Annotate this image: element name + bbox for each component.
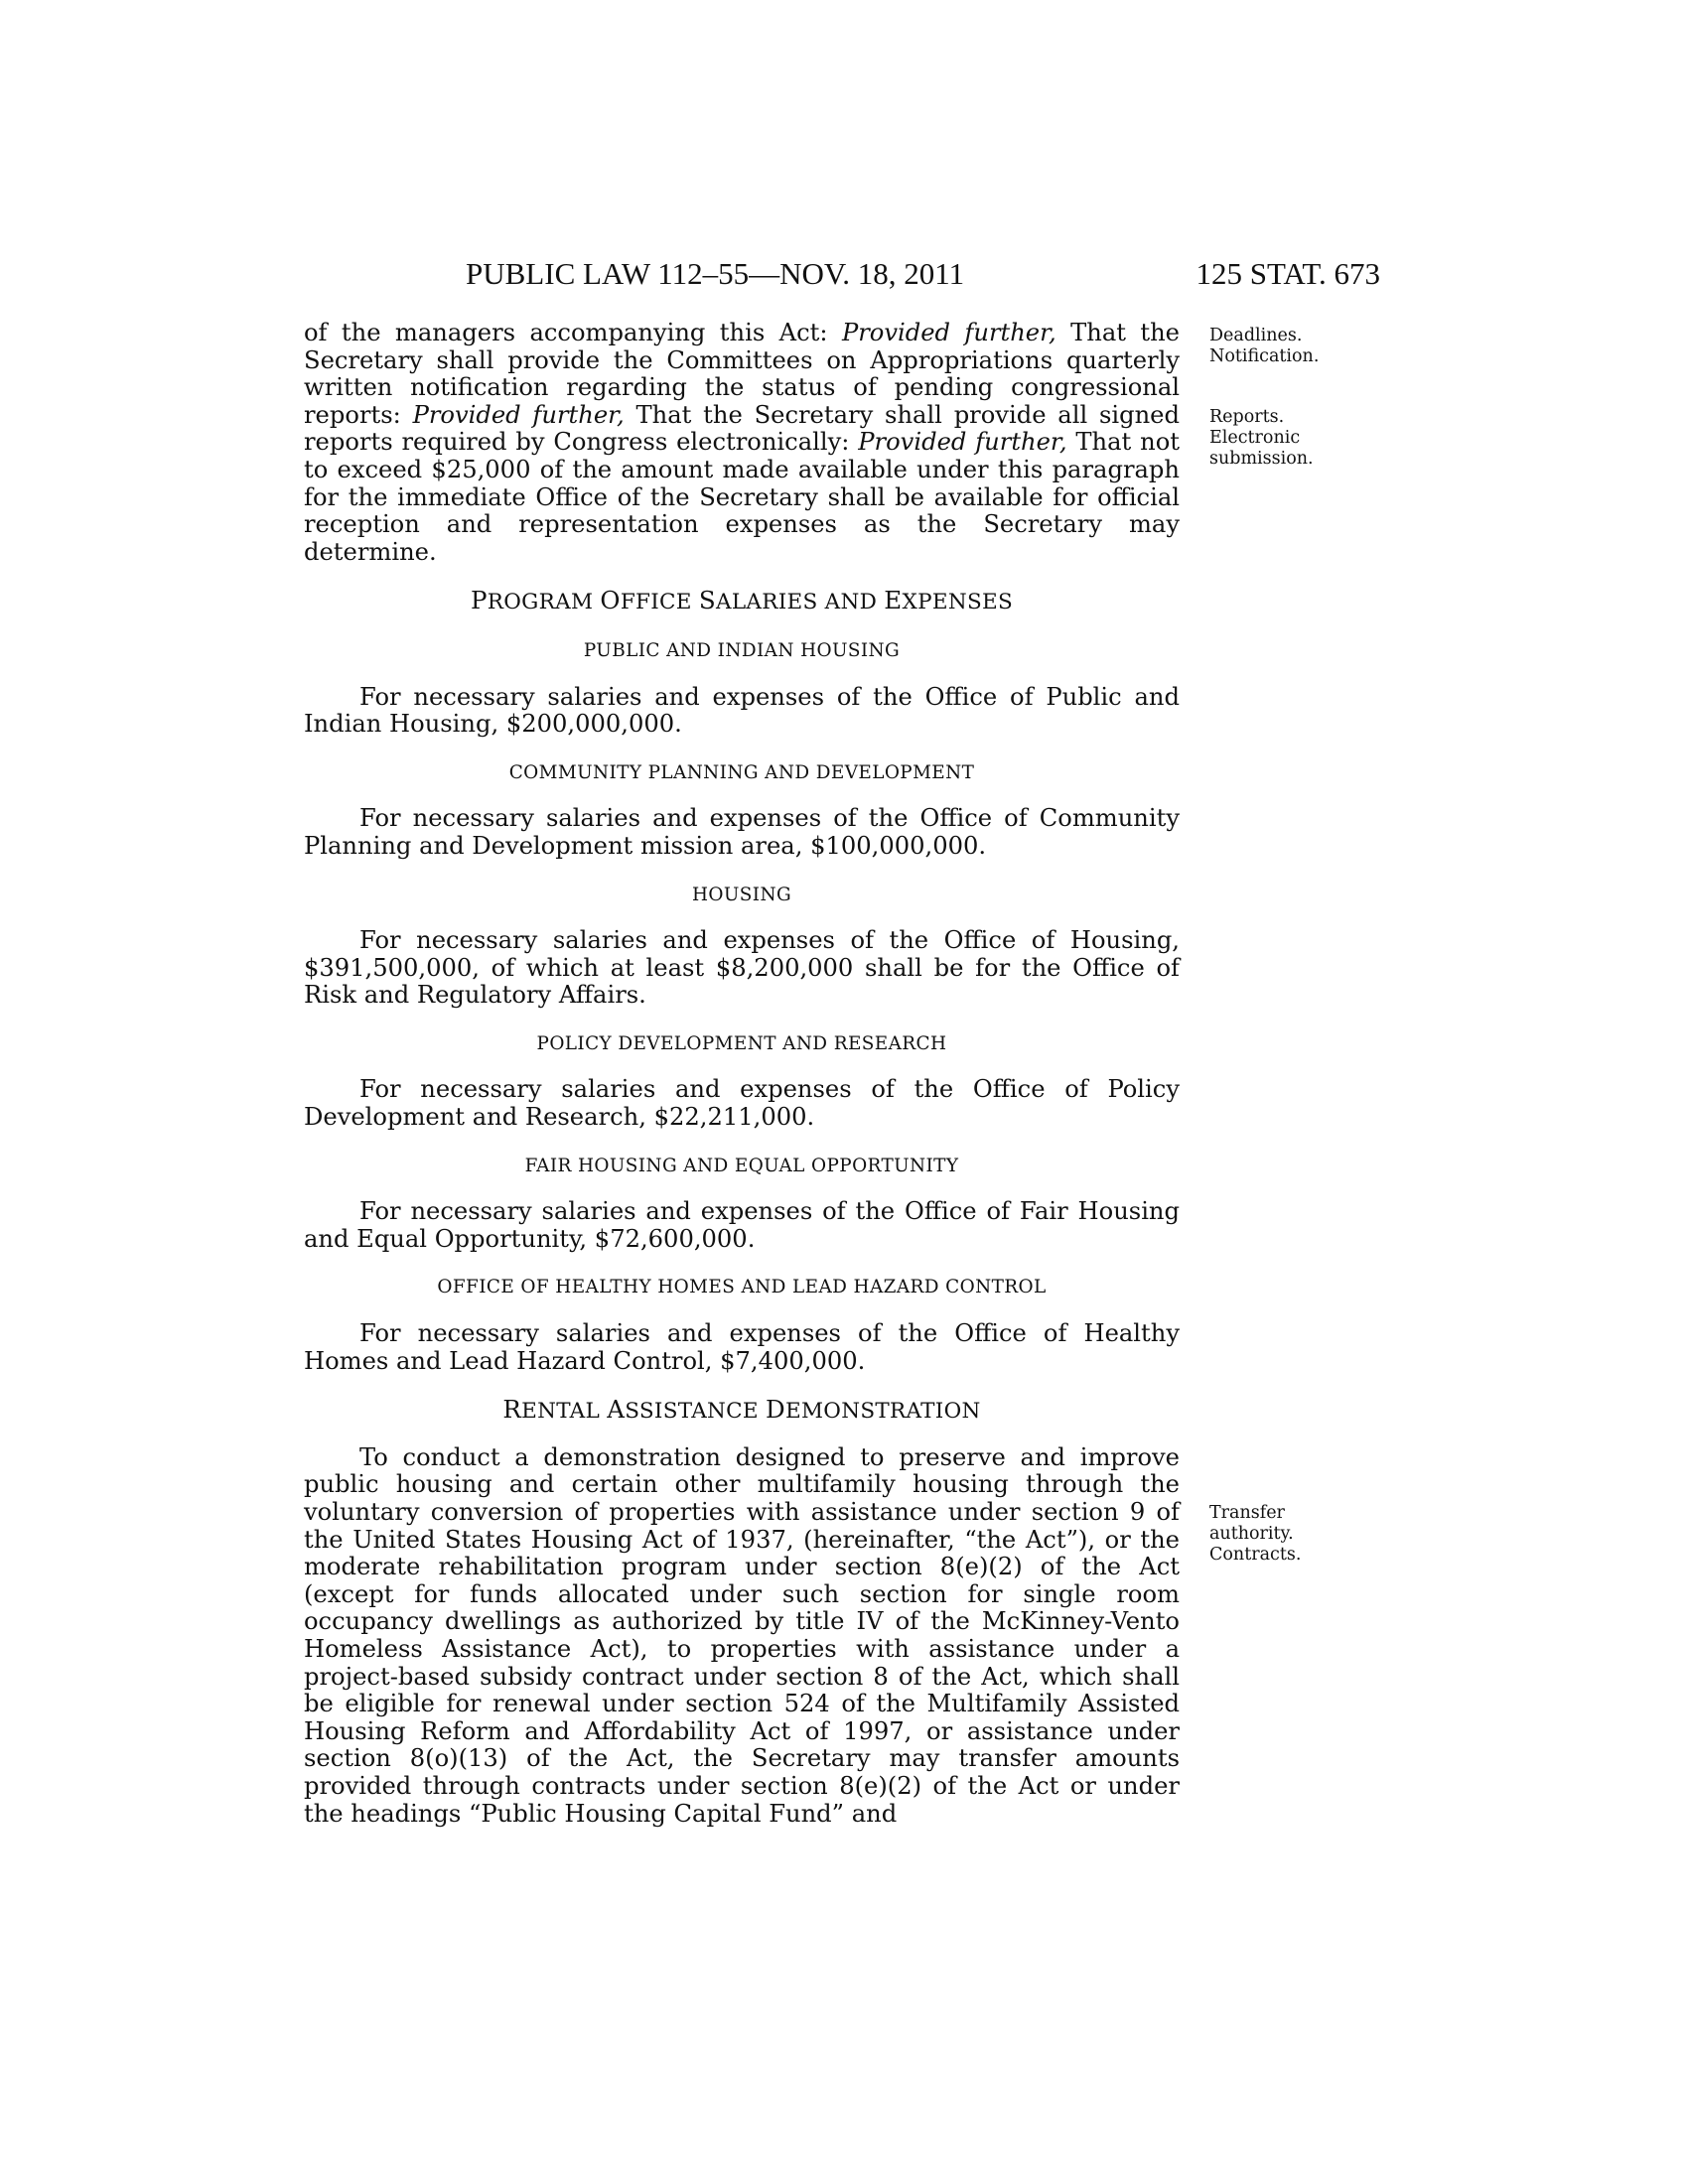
heading-cap: A: [607, 1395, 626, 1425]
heading-sc: XPENSES: [902, 590, 1014, 615]
intro-proviso-1: Provided further,: [841, 319, 1056, 346]
margin-note-line: submission.: [1209, 449, 1314, 469]
margin-note-line: Contracts.: [1209, 1545, 1302, 1565]
statute-page-number: 125 STAT. 673: [1196, 256, 1380, 291]
intro-text-3: That the Secretary shall provide all signed reports required by Congress electronically:: [304, 400, 1180, 457]
heading-sc: ENTAL: [521, 1399, 608, 1425]
intro-text-1: of the managers accompanying this Act:: [304, 319, 842, 346]
rental-assistance-heading: [304, 1396, 1180, 1426]
section-text-policy-development: For necessary salaries and expenses of the Office of Policy Development and Research, $22,211,000.: [304, 1075, 1180, 1132]
margin-note-line: Deadlines.: [1209, 326, 1303, 345]
heading-sc: FFICE: [620, 590, 699, 615]
margin-note-deadlines: [1209, 326, 1319, 367]
margin-note-line: Notification.: [1209, 346, 1320, 366]
heading-cap: P: [470, 586, 488, 615]
section-text-fair-housing: For necessary salaries and expenses of the Office of Fair Housing and Equal Opportunity, $72,600,000.: [304, 1197, 1180, 1253]
intro-proviso-3: Provided further,: [858, 428, 1067, 457]
intro-paragraph: [304, 320, 1180, 566]
margin-note-transfer: [1209, 1503, 1301, 1566]
heading-sc: ALARIES AND: [716, 590, 885, 615]
section-heading-policy-development: POLICY DEVELOPMENT AND RESEARCH: [536, 1032, 947, 1054]
section-text-public-indian-housing: For necessary salaries and expenses of the Office of Public and Indian Housing, $200,000,000.: [304, 682, 1180, 739]
heading-cap: O: [600, 586, 621, 615]
margin-note-reports: [1209, 407, 1314, 470]
margin-note-line: Transfer: [1209, 1503, 1285, 1523]
section-heading-public-indian-housing: PUBLIC AND INDIAN HOUSING: [583, 639, 901, 661]
program-office-heading: [304, 587, 1180, 616]
section-heading-healthy-homes: OFFICE OF HEALTHY HOMES AND LEAD HAZARD CONTROL: [437, 1277, 1047, 1298]
intro-text-2: That the Secretary shall provide the Committees on Appropriations quarterly written notification regarding the status of pending congressional reports:: [304, 319, 1180, 429]
intro-text-4: That not to exceed $25,000 of the amount made available under this paragraph for the immediate Office of the Secretary shall be available for official reception and representation expenses as the Secretary may determine.: [304, 428, 1180, 566]
section-heading-fair-housing: FAIR HOUSING AND EQUAL OPPORTUNITY: [524, 1155, 959, 1176]
heading-sc: EMONSTRATION: [784, 1399, 981, 1425]
heading-cap: D: [766, 1395, 785, 1425]
document-body: [304, 320, 1180, 1828]
heading-cap: S: [698, 586, 717, 615]
section-text-housing: For necessary salaries and expenses of the Office of Housing, $391,500,000, of which at least $8,200,000 shall be for the Office of Risk and Regulatory Affairs.: [304, 926, 1180, 1010]
section-heading-housing: HOUSING: [691, 884, 792, 905]
rental-assistance-text: To conduct a demonstration designed to preserve and improve public housing and certain other multifamily housing through the voluntary conversion of properties with assistance under section 9 of the United States Housing Act of 1937, (hereinafter, “the Act”), or the moderate rehabilitation program under section 8(e)(2) of the Act (except for funds allocated under such section for single room occupancy dwellings as authorized by title IV of the McKinney-Vento Homeless Assistance Act), to properties with assistance under a project-based subsidy contract under section 8 of the Act, which shall be eligible for renewal under section 524 of the Multifamily Assisted Housing Reform and Affordability Act of 1997, or assistance under section 8(o)(13) of the Act, the Secretary may transfer amounts provided through contracts under section 8(e)(2) of the Act or under the headings “Public Housing Capital Fund” and: [304, 1442, 1180, 1828]
intro-proviso-2: Provided further,: [412, 400, 625, 429]
section-text-healthy-homes: For necessary salaries and expenses of the Office of Healthy Homes and Lead Hazard Control, $7,400,000.: [304, 1319, 1180, 1375]
heading-cap: E: [884, 586, 903, 615]
public-law-citation: PUBLIC LAW 112–55—NOV. 18, 2011: [466, 256, 965, 291]
heading-sc: ROGRAM: [487, 590, 601, 615]
heading-sc: SSISTANCE: [625, 1399, 767, 1425]
section-heading-community-planning: COMMUNITY PLANNING AND DEVELOPMENT: [508, 761, 975, 783]
margin-note-line: Reports.: [1209, 407, 1285, 427]
section-text-community-planning: For necessary salaries and expenses of the Office of Community Planning and Development mission area, $100,000,000.: [304, 804, 1180, 860]
margin-note-line: authority.: [1209, 1524, 1294, 1544]
page-header: [304, 256, 1380, 296]
heading-cap: R: [502, 1395, 522, 1425]
margin-note-line: Electronic: [1209, 428, 1301, 448]
